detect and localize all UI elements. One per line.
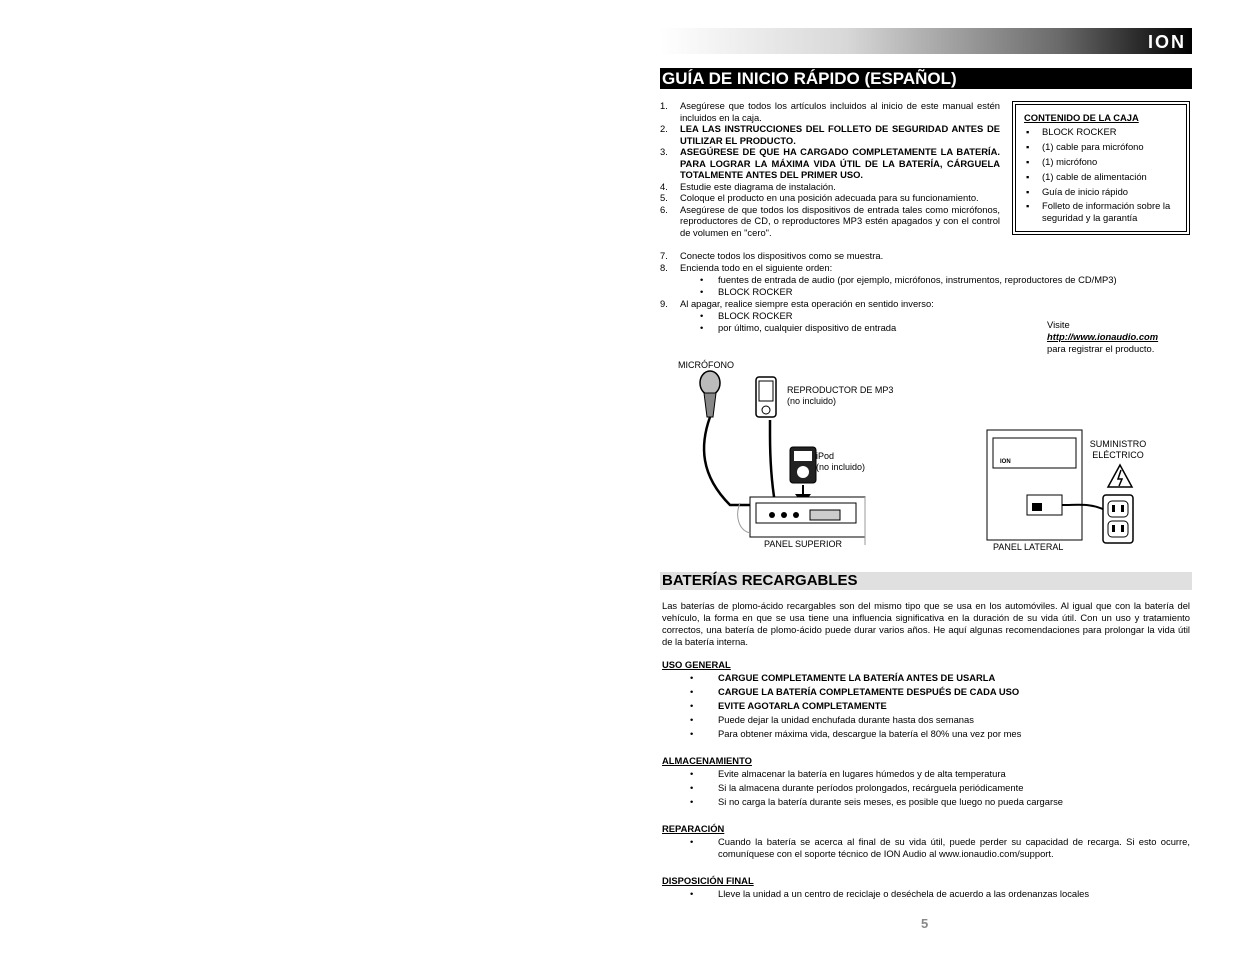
ion-logo: ION <box>1147 32 1186 52</box>
step-4: 4. Estudie este diagrama de instalación. <box>660 180 836 192</box>
repair-list <box>690 836 1190 862</box>
list-item: • EVITE AGOTARLA COMPLETAMENTE <box>690 700 887 711</box>
heading-storage: ALMACENAMIENTO <box>662 755 752 766</box>
list-item: • Para obtener máxima vida, descargue la batería el 80% una vez por mes <box>690 728 1022 739</box>
step-8: 8. Encienda todo en el siguiente orden: <box>660 262 833 273</box>
list-item: • Si no carga la batería durante seis meses, es posible que luego no pueda cargarse <box>690 796 1064 807</box>
battery-intro: Las baterías de plomo-ácido recargables son del mismo tipo que se usa en los automóviles. Al igual que con la batería del vehículo, la forma en que se usa tiene una influencia significativa en la duración de su vida útil. Con un uso y tratamiento correctos, una batería de plomo-ácido puede durar varios años. He aquí algunas recomendaciones para prolongar la vida útil de la batería interna. <box>662 600 1190 647</box>
step-2: 2. LEA LAS INSTRUCCIONES DEL FOLLETO DE SEGURIDAD ANTES DE UTILIZAR EL PRODUCTO. <box>660 123 1000 146</box>
step-9: 9. Al apagar, realice siempre esta operación en sentido inverso: <box>660 298 934 309</box>
box-item: ▪ Guía de inicio rápido <box>1026 185 1128 197</box>
registration-note: Visite http://www.ionaudio.com para registrar el producto. <box>1047 319 1159 354</box>
list-item: • Cuando la batería se acerca al final de su vida útil, puede perder su capacidad de recarga. Si esto ocurre, comuníquese con el soporte técnico de ION Audio al www.ionaudio.com/support. <box>690 836 1190 859</box>
page-title: GUÍA DE INICIO RÁPIDO (ESPAÑOL) <box>660 68 1192 89</box>
ipod-icon <box>790 447 816 503</box>
setup-diagram <box>660 355 1190 555</box>
page-number: 5 <box>921 916 929 931</box>
step-8-sub-1: • fuentes de entrada de audio (por ejemplo, micrófonos, instrumentos, reproductores de CD/MP3) <box>700 274 1117 285</box>
section-title-batteries: BATERÍAS RECARGABLES <box>660 572 1192 590</box>
storage-list <box>690 768 1190 810</box>
box-item: ▪ Folleto de información sobre la seguridad y la garantía <box>1026 200 1171 223</box>
step-1: 1. Asegúrese que todos los artículos incluidos al inicio de este manual estén incluidos en la caja. <box>660 100 1000 123</box>
step-5: 5. Coloque el producto en una posición adecuada para su funcionamiento. <box>660 192 979 203</box>
step-3: 3. ASEGÚRESE DE QUE HA CARGADO COMPLETAMENTE LA BATERÍA. PARA LOGRAR LA MÁXIMA VIDA ÚTIL DE LA BATERÍA, CÁRGUELA TOTALMENTE ANTES DEL PRIMER USO. <box>660 146 1000 180</box>
power-supply-icon <box>1103 465 1133 543</box>
step-7: 7. Conecte todos los dispositivos como se muestra. <box>660 250 884 261</box>
list-item: • CARGUE LA BATERÍA COMPLETAMENTE DESPUÉS DE CADA USO <box>690 686 1020 697</box>
heading-disposal: DISPOSICIÓN FINAL <box>662 875 754 886</box>
box-contents <box>1012 101 1190 235</box>
label-top-panel: PANEL SUPERIOR <box>764 539 843 549</box>
header-bar <box>660 28 1192 54</box>
list-item: • Si la almacena durante períodos prolongados, recárguela periódicamente <box>690 782 1024 793</box>
box-item: ▪ (1) micrófono <box>1026 155 1098 167</box>
step-9-sub-2: • por último, cualquier dispositivo de entrada <box>700 322 897 333</box>
heading-repair: REPARACIÓN <box>662 823 725 834</box>
label-microphone: MICRÓFONO <box>678 360 734 370</box>
disposal-list <box>690 888 1190 902</box>
label-side-panel: PANEL LATERAL <box>993 542 1064 552</box>
general-use-list <box>690 672 1190 742</box>
step-6: 6. Asegúrese de que todos los dispositivos de entrada tales como micrófonos, reproductores de CD, o reproductores MP3 estén apagados y con el control de volumen en "cero". <box>660 203 1000 238</box>
list-item: • CARGUE COMPLETAMENTE LA BATERÍA ANTES DE USARLA <box>690 672 996 683</box>
top-panel-icon <box>738 497 865 545</box>
svg-text:ION: ION <box>1000 459 1011 465</box>
box-item: ▪ (1) cable de alimentación <box>1026 170 1147 182</box>
box-contents-title: CONTENIDO DE LA CAJA <box>1024 112 1139 123</box>
list-item: • Lleve la unidad a un centro de reciclaje o deséchela de acuerdo a las ordenanzas locales <box>690 888 1090 899</box>
label-mp3: REPRODUCTOR DE MP3 (no incluido) <box>787 385 894 406</box>
list-item: • Puede dejar la unidad enchufada durante hasta dos semanas <box>690 714 974 725</box>
microphone-icon <box>700 371 760 505</box>
mp3-player-icon <box>756 377 776 503</box>
list-item: • Evite almacenar la batería en lugares húmedos y de alta temperatura <box>690 768 1006 779</box>
label-power-supply: SUMINISTRO ELÉCTRICO <box>1089 439 1147 460</box>
step-8-sub-2: • BLOCK ROCKER <box>700 286 793 297</box>
step-9-sub-1: • BLOCK ROCKER <box>700 310 793 321</box>
setup-steps <box>660 100 1000 238</box>
heading-general-use: USO GENERAL <box>662 659 731 670</box>
box-item: ▪ (1) cable para micrófono <box>1026 140 1144 152</box>
registration-link[interactable]: http://www.ionaudio.com <box>1047 331 1159 342</box>
box-item: ▪ BLOCK ROCKER <box>1026 126 1117 137</box>
label-ipod: iPod (no incluido) <box>816 451 866 472</box>
